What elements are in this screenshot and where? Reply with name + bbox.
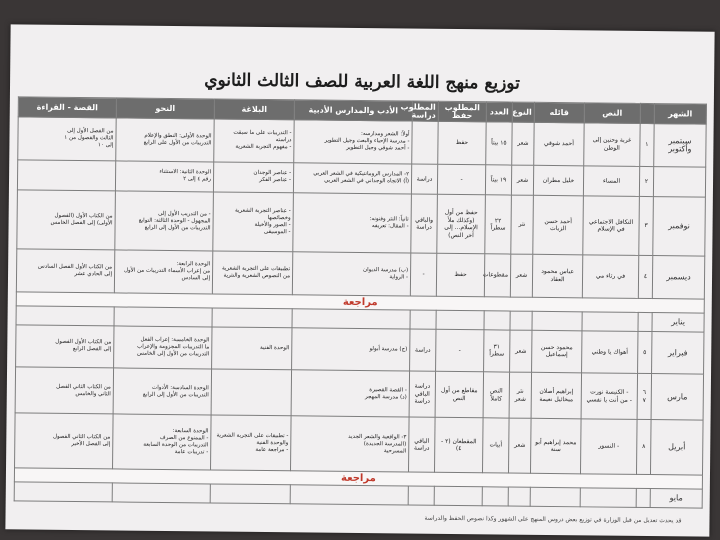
cell-lit: ٣- الواقعية والشعر الجديد (المدرسة الجديدة) المسرحية bbox=[291, 416, 410, 473]
cell-num: ٦ ٧ bbox=[637, 374, 651, 420]
cell-num bbox=[636, 489, 650, 508]
cell-study: والباقي دراسة bbox=[411, 194, 438, 253]
cell-story: من الكتاب الأول الفصول إلى الفصل الرابع bbox=[16, 324, 114, 368]
curriculum-table bbox=[14, 96, 707, 508]
cell-type: نثر شعر bbox=[509, 372, 531, 418]
cell-num: ٣ bbox=[639, 197, 654, 256]
cell-text: غربة وحنين إلى الوطن bbox=[584, 123, 640, 166]
cell-story: من الكتاب الثاني الفصول إلى الفصل الأخير bbox=[15, 413, 114, 469]
cell-memorize: حفظ من أول (وكذلك ملأ الإسلام... إلى آخر النص) bbox=[437, 194, 486, 253]
column-header: العدد bbox=[486, 102, 512, 122]
table-row bbox=[15, 367, 703, 420]
cell-memorize: المقطعان (٢ - ٤) bbox=[434, 417, 483, 473]
revision-label: مراجعة bbox=[16, 292, 704, 313]
cell-grammar: الوحدة الرابعة: من إعراب الأسماء التدريبات من الأول إلى السادس bbox=[114, 250, 212, 294]
cell-num: ٢ bbox=[639, 166, 653, 196]
cell-lit bbox=[292, 309, 410, 329]
cell-memorize: - bbox=[436, 329, 484, 372]
cell-study: - bbox=[410, 253, 436, 296]
column-header: النوع bbox=[512, 102, 534, 122]
cell-grammar: - من التدريب الأول إلى المجهول - الوحدة الثالثة: التوابع التدريبات من الأول إلى الرابع bbox=[115, 191, 214, 251]
cell-rhet bbox=[211, 369, 291, 415]
cell-story: من الكتاب الثاني الفصل الثاني والخامس bbox=[15, 367, 113, 414]
cell-grammar: الوحدة السابعة: - الممنوع من الصرف التدريبات من الوحدة السابعة - تدريبات عامة bbox=[113, 414, 212, 470]
cell-grammar: الوحدة السادسة: الأدوات التدريبات من الأول إلى الرابع bbox=[113, 368, 211, 415]
cell-type: شعر bbox=[511, 165, 533, 196]
cell-lit: أولاً: الشعر ومدارسه: - مدرسة الإحياء والبعث وجيل التطوير - أحمد شوقي وجيل التطوير bbox=[294, 120, 412, 164]
cell-type: شعر bbox=[510, 254, 532, 297]
cell-type bbox=[510, 311, 532, 330]
column-header: النص bbox=[584, 103, 640, 124]
cell-story: من الفصل الأول إلى الثالث والفصول من ١ إلى ١٠ bbox=[18, 117, 116, 161]
column-header: المطلوب حفظ bbox=[438, 101, 486, 122]
cell-study bbox=[408, 486, 434, 505]
cell-type: نثر bbox=[511, 195, 534, 254]
cell-author bbox=[530, 487, 580, 506]
cell-text: المساء bbox=[583, 166, 639, 197]
cell-author: عباس محمود العقاد bbox=[532, 254, 582, 297]
column-header bbox=[640, 103, 654, 123]
cell-grammar bbox=[114, 307, 212, 327]
cell-rhet bbox=[210, 484, 290, 504]
cell-story bbox=[17, 160, 115, 191]
cell-month: مارس bbox=[651, 374, 703, 420]
cell-memorize: مقاطع من أول النص bbox=[435, 372, 483, 418]
cell-memorize: - bbox=[437, 164, 485, 195]
cell-text: التكافل الاجتماعي في الإسلام bbox=[583, 196, 640, 255]
cell-memorize: حفظ bbox=[436, 253, 484, 296]
cell-text: في رثاء مي bbox=[582, 255, 638, 298]
cell-num: ٨ bbox=[636, 419, 651, 474]
cell-rhet: - تطبيقات على التجربة الشعرية والوحدة الفنية - مراجعة عامة bbox=[211, 415, 292, 471]
cell-rhet: تطبيقات على التجربة الشعرية من النصوص الشعرية والنثرية bbox=[212, 251, 292, 295]
cell-study: الباقي دراسة bbox=[408, 417, 435, 473]
cell-lit: (ج) مدرسة أبولو bbox=[292, 327, 410, 371]
table-row bbox=[15, 413, 704, 476]
cell-count: ١٥ بيتاً bbox=[486, 122, 512, 165]
cell-count bbox=[482, 487, 508, 506]
cell-lit: (ب) مدرسة الديوان - الرواية bbox=[292, 252, 410, 296]
cell-story: من الكتاب الأول (الفصول الأولى) إلى الفصل الخامس bbox=[17, 190, 116, 250]
cell-memorize bbox=[434, 486, 482, 505]
cell-author: محمد إبراهيم أبو سنة bbox=[530, 418, 581, 474]
cell-text bbox=[580, 488, 636, 507]
column-header: النحو bbox=[116, 98, 214, 119]
cell-lit: ٢- المدارس الرومانتيكية في الشعر العربي (أ) الاتجاه الوجداني في الشعر العربي bbox=[293, 163, 411, 195]
cell-month: سبتمبر وأكتوبر bbox=[654, 124, 706, 167]
table-row bbox=[16, 249, 704, 299]
cell-study bbox=[410, 310, 436, 329]
cell-study bbox=[412, 121, 438, 164]
cell-author: إبراهيم أصلان ميخائيل نعيمة bbox=[531, 373, 581, 419]
cell-story: من الكتاب الأول الفصل السادس إلى الحادي عشر bbox=[16, 249, 114, 293]
cell-lit: - القصة القصيرة (د) مدرسة المهجر bbox=[291, 370, 409, 417]
column-header: الأدب والمدارس الأدبية bbox=[294, 100, 412, 121]
table-row bbox=[18, 117, 706, 167]
cell-story bbox=[14, 482, 112, 502]
cell-study: دراسة الباقي دراسة bbox=[409, 371, 435, 417]
cell-lit: ثانياً: النثر وفنونه: - المقال: تعريفه bbox=[293, 193, 412, 253]
column-header: قائله bbox=[534, 102, 584, 123]
cell-num: ٥ bbox=[638, 331, 652, 374]
cell-grammar: الوحدة الأولى: النطق والإعلام التدريبات من الأول على الرابع bbox=[116, 118, 214, 162]
cell-num bbox=[638, 312, 652, 331]
column-header: القصة - القراءة bbox=[18, 97, 116, 118]
cell-rhet bbox=[212, 308, 292, 328]
column-header: الشهر bbox=[654, 104, 706, 125]
cell-type: شعر bbox=[512, 122, 534, 165]
cell-type bbox=[508, 487, 530, 506]
cell-num: ١ bbox=[640, 123, 654, 166]
cell-count: مقطوعات bbox=[484, 254, 510, 297]
cell-text: - النسور bbox=[580, 419, 637, 475]
column-header: البلاغة bbox=[214, 99, 294, 120]
cell-author: أحمد شوقي bbox=[534, 122, 584, 165]
cell-grammar: الوحدة الثانية: الاستثناء رقم ٤ إلى ٢ bbox=[115, 161, 213, 192]
page-title: توزيع منهج اللغة العربية للصف الثالث الثانوي bbox=[204, 70, 520, 94]
cell-story bbox=[16, 306, 114, 326]
revision-label: مراجعة bbox=[14, 468, 702, 489]
cell-num: ٤ bbox=[638, 255, 652, 298]
cell-count: ٣١ سطراً bbox=[484, 329, 510, 372]
cell-rhet: - التدريبات على ما سبقت دراسته - مفهوم التجربة الشعرية bbox=[214, 119, 294, 163]
cell-month: ديسمبر bbox=[652, 256, 704, 299]
curriculum-sheet bbox=[5, 24, 714, 536]
cell-author: محمود حسن إسماعيل bbox=[532, 330, 582, 373]
cell-author bbox=[532, 311, 582, 330]
cell-study: دراسة bbox=[411, 164, 437, 195]
column-header: المطلوب دراسة bbox=[412, 101, 438, 121]
cell-month bbox=[653, 166, 705, 197]
cell-month: نوفمبر bbox=[653, 197, 706, 256]
cell-count: النص كاملاً bbox=[483, 372, 509, 418]
footnote: قد يحدث تعديل من قبل الوزارة في توزيع بعض دروس المنهج على الشهور وكذا نصوص الحفظ والدراسة bbox=[424, 514, 682, 525]
cell-month: يناير bbox=[652, 312, 704, 331]
cell-grammar: الوحدة الخامسة: إعراب الفعل ما التدريبات المجزومة والإعراب التدريبات من الأول إلى الخامس bbox=[114, 325, 212, 369]
cell-text bbox=[582, 312, 638, 331]
cell-text: - الكنيسة نورت - من أنت يا نفسي bbox=[581, 373, 637, 419]
cell-rhet: - عناصر التجربة الشعرية وخصائصها - الصور والأخيلة - الموسيقى bbox=[213, 192, 294, 252]
cell-lit bbox=[290, 485, 408, 505]
cell-grammar bbox=[112, 483, 210, 503]
cell-study: دراسة bbox=[410, 329, 436, 372]
cell-author: خليل مطران bbox=[533, 165, 583, 196]
table-row bbox=[17, 190, 706, 256]
cell-count: ٢٢ سطراً bbox=[485, 195, 512, 254]
cell-author: أحمد حسن الزيات bbox=[533, 195, 584, 254]
cell-count: ١٩ بيتاً bbox=[485, 165, 511, 196]
cell-count bbox=[484, 311, 510, 330]
cell-rhet: الوحدة الفنية bbox=[212, 327, 292, 371]
cell-count: أبيات bbox=[482, 418, 509, 474]
cell-text: أهواك يا وطني bbox=[582, 330, 638, 373]
cell-type: شعر bbox=[508, 418, 531, 474]
cell-month: فبراير bbox=[652, 331, 704, 374]
table-row bbox=[16, 324, 704, 374]
cell-month: أبريل bbox=[650, 419, 703, 475]
cell-memorize: حفظ bbox=[438, 121, 486, 164]
cell-month: مايو bbox=[650, 489, 702, 508]
cell-type: شعر bbox=[510, 330, 532, 373]
cell-memorize bbox=[436, 310, 484, 329]
cell-rhet: - عناصر الوجدان - عناصر الفكر bbox=[213, 162, 293, 193]
